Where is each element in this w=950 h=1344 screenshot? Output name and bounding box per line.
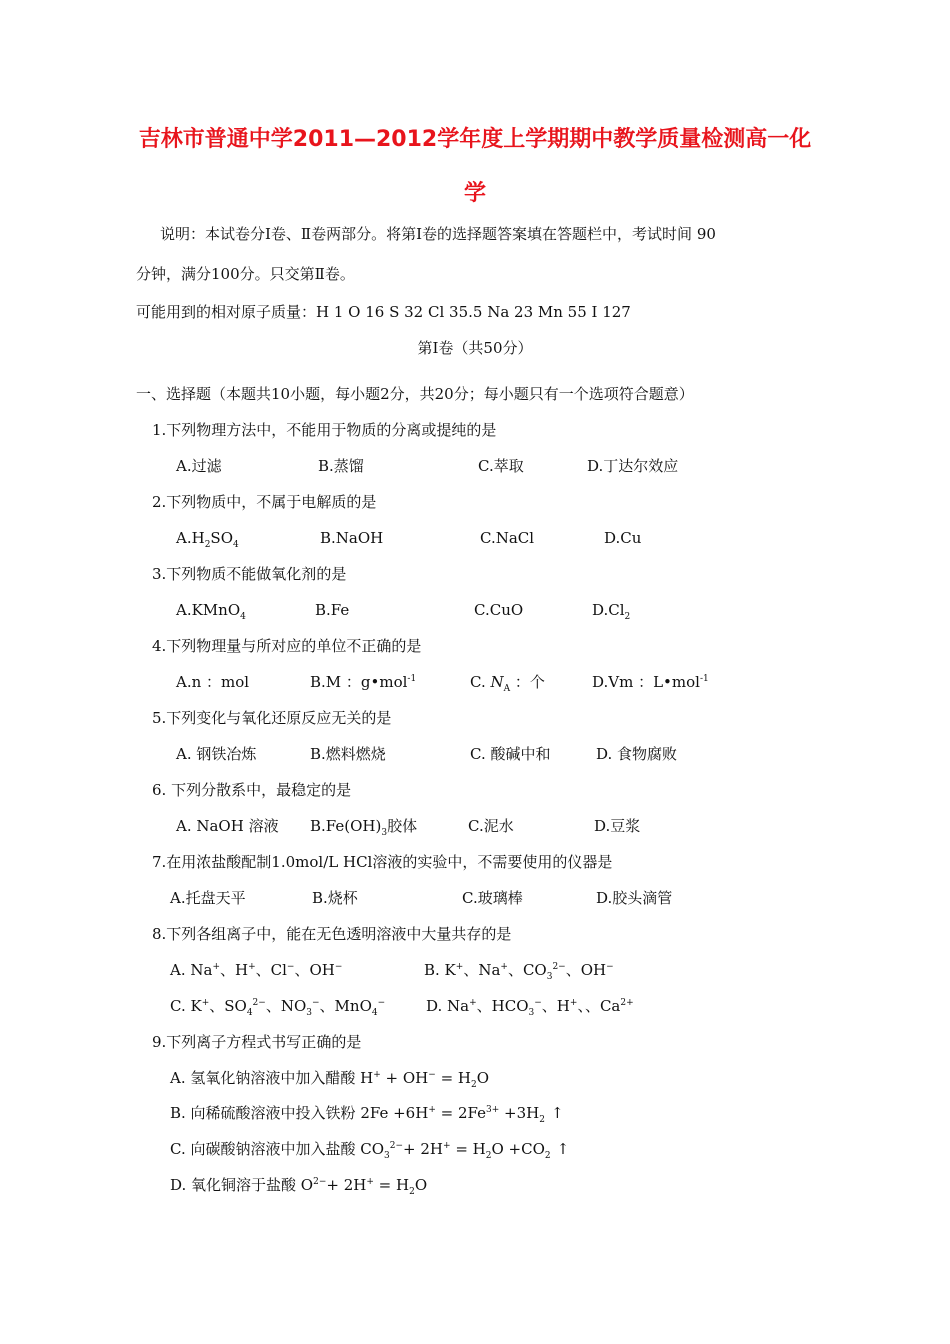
q4-option-b: B.M ：g•mol$^{-1}$: [310, 673, 417, 691]
question-7-stem: 7.在用浓盐酸配制1.0mol/L HCl溶液的实验中，不需要使用的仪器是: [152, 853, 613, 871]
q3-option-c: C.CuO: [474, 601, 524, 619]
q7-option-d: D.胶头滴管: [596, 889, 673, 907]
gas-up-arrow-icon: ↑: [550, 1104, 564, 1122]
q4-option-c: C. $N_A$ ：个: [470, 673, 545, 694]
question-5-stem: 5.下列变化与氧化还原反应无关的是: [152, 709, 392, 727]
q8-option-c: C. K+、$SO_4^{2-}$、$NO_3^-$、MnO$_4$−: [170, 997, 386, 1018]
question-2-stem: 2.下列物质中，不属于电解质的是: [152, 493, 377, 511]
q8-option-b: B. K+、Na+、$CO_3^{2-}$、OH−: [424, 961, 614, 982]
q4-option-a: A.n ：mol: [176, 673, 250, 691]
q3-option-d: $D.Cl_2$: [592, 601, 631, 622]
q9-option-a: A. 氢氧化钠溶液中加入醋酸 $H^+ + OH^- = H_2O$: [170, 1069, 490, 1090]
q8-option-a: A. Na+、H+、Cl−、OH−: [170, 961, 343, 979]
q5-option-a: A. 钢铁冶炼: [176, 745, 257, 763]
q2-option-a: $A.H_2SO_4$: [176, 529, 239, 550]
q6-option-a: A. NaOH 溶液: [176, 817, 279, 835]
exam-title-line1: 吉林市普通中学2011—2012学年度上学期期中教学质量检测高一化: [138, 127, 812, 152]
q2-option-d: D.Cu: [604, 529, 642, 547]
q6-option-b: $B.Fe(OH)_3$胶体: [310, 817, 418, 838]
q2-option-b: B.NaOH: [320, 529, 384, 547]
question-3-stem: 3.下列物质不能做氧化剂的是: [152, 565, 347, 583]
q2-option-c: C.NaCl: [480, 529, 535, 547]
section1-heading: 一、选择题（本题共10小题，每小题2分，共20分；每小题只有一个选项符合题意）: [136, 385, 694, 403]
q1-option-c: C.萃取: [478, 457, 524, 475]
q1-option-b: B.蒸馏: [318, 457, 364, 475]
q5-option-b: B.燃料燃烧: [310, 745, 386, 763]
instructions-line2: 分钟，满分100分。只交第Ⅱ卷。: [136, 265, 355, 283]
q1-option-a: A.过滤: [176, 457, 222, 475]
q6-option-d: D.豆浆: [594, 817, 641, 835]
q5-option-d: D. 食物腐败: [596, 745, 678, 763]
q7-option-a: A.托盘天平: [170, 889, 246, 907]
q1-option-d: D.丁达尔效应: [587, 457, 679, 475]
atomic-masses: 可能用到的相对原子质量：H 1 O 16 S 32 Cl 35.5 Na 23 Mn 55 I 127: [136, 303, 631, 321]
q4-option-d: D.Vm ：L•mol$^{-1}$: [592, 673, 709, 691]
part1-heading: 第Ⅰ卷（共50分）: [417, 339, 533, 357]
q7-option-c: C.玻璃棒: [462, 889, 523, 907]
question-8-stem: 8.下列各组离子中，能在无色透明溶液中大量共存的是: [152, 925, 512, 943]
q9-option-d: D. 氧化铜溶于盐酸 $O^{2-}+ 2H^+ = H_2O$: [170, 1176, 428, 1197]
q8-option-d: D. Na+、$HCO_3^-$、H+、、$Ca^{2+}$: [426, 997, 634, 1018]
question-6-stem: 6. 下列分散系中，最稳定的是: [152, 781, 352, 799]
question-4-stem: 4.下列物理量与所对应的单位不正确的是: [152, 637, 422, 655]
q7-option-b: B.烧杯: [312, 889, 358, 907]
question-9-stem: 9.下列离子方程式书写正确的是: [152, 1033, 362, 1051]
gas-up-arrow-icon: ↑: [556, 1140, 570, 1158]
q3-option-a: A.KMnO$_4$: [176, 601, 246, 622]
q9-option-b: B. 向稀硫酸溶液中投入铁粉 $2Fe +6H^+ = 2Fe^{3+} +3H_2$ ↑: [170, 1104, 564, 1125]
exam-title-line2: 学: [463, 181, 486, 206]
question-1-stem: 1.下列物理方法中，不能用于物质的分离或提纯的是: [152, 421, 497, 439]
q5-option-c: C. 酸碱中和: [470, 745, 551, 763]
instructions-line1: 说明：本试卷分Ⅰ卷、Ⅱ卷两部分。将第Ⅰ卷的选择题答案填在答题栏中，考试时间 90: [160, 225, 716, 243]
q3-option-b: B.Fe: [315, 601, 350, 619]
q6-option-c: C.泥水: [468, 817, 514, 835]
q9-option-c: C. 向碳酸钠溶液中加入盐酸 $CO_3^{2-}+ 2H^+ = H_2O +CO_2$ ↑: [170, 1140, 570, 1161]
